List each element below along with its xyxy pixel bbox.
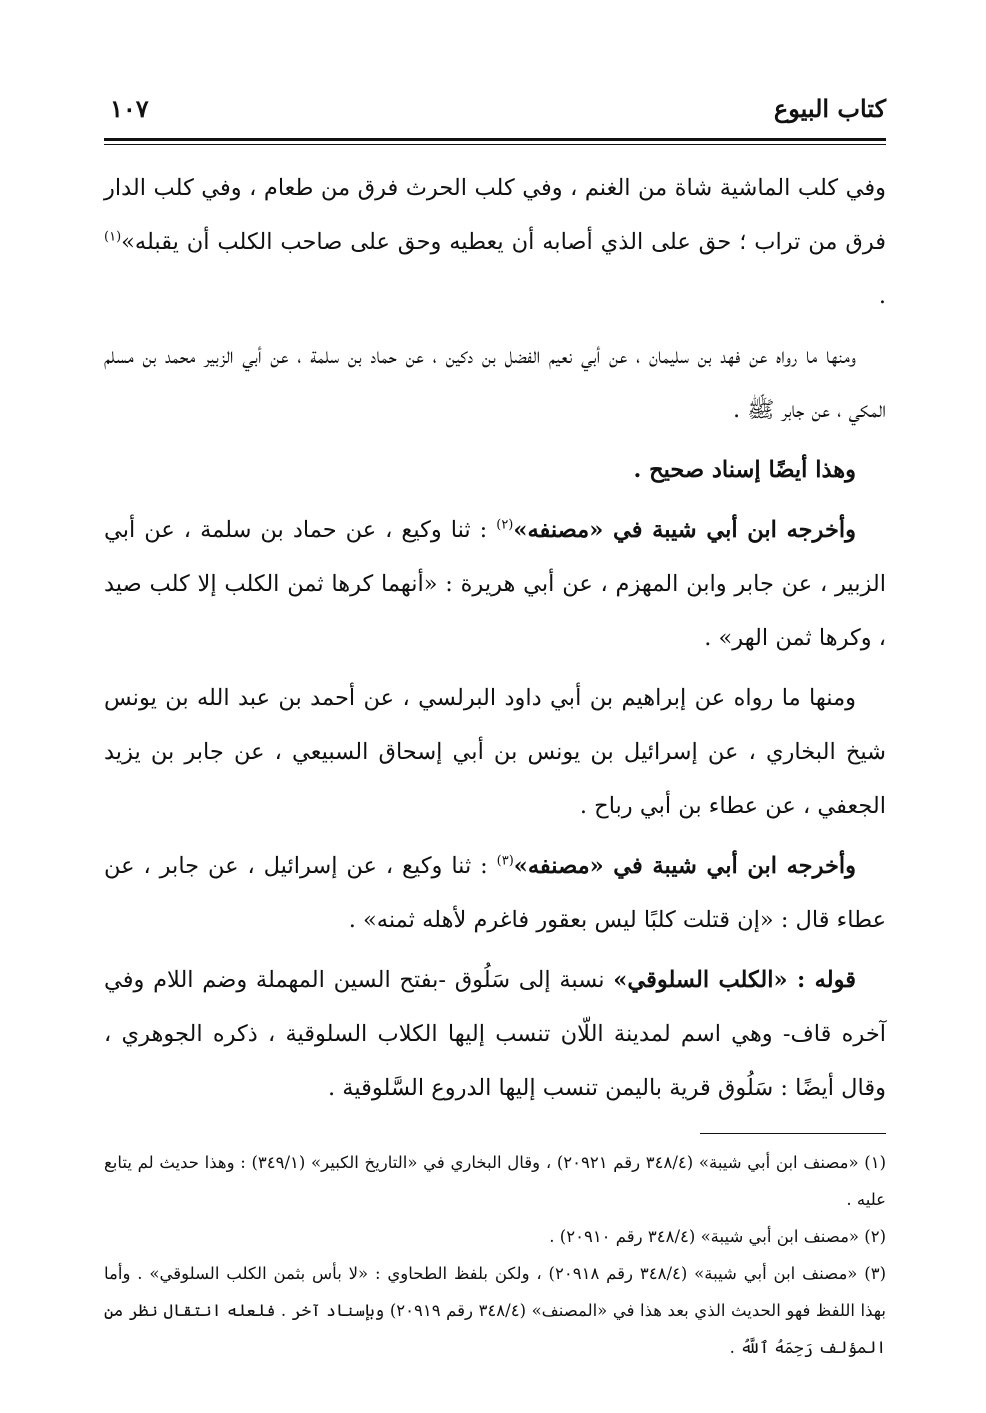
chapter-title: كتاب البيوع — [773, 94, 886, 123]
footnote — [104, 1218, 886, 1255]
footnotes — [104, 1144, 886, 1366]
footnote — [104, 1255, 886, 1366]
book-page — [104, 88, 886, 1366]
paragraph — [104, 161, 886, 323]
footnote-text: «مصنف ابن أبي شيبة» (٣٤٨/٤ رقم ٢٠٩٢١) ، وقال البخاري في «التاريخ الكبير» (٣٤٩/١) : وهذا حديث لم يتابع عليه . — [104, 1153, 886, 1209]
paragraph-text: ومنها ما رواه عن إبراهيم بن أبي داود البرلسي ، عن أحمد بن عبد الله بن يونس شيخ البخاري ، عن إسرائيل بن يونس بن أبي إسحاق السبيعي ، عن جابر بن يزيد الجعفي ، عن عطاء بن أبي رباح . — [104, 685, 886, 819]
paragraph-lead: وأخرجه ابن أبي شيبة في «مصنفه» — [513, 853, 857, 879]
header-rule-thick — [104, 138, 886, 141]
paragraph-text: نسبة إلى سَلُوق -بفتح السين المهملة وضم اللام وفي آخره قاف- وهي اسم لمدينة اللّان تنسب إليها الكلاب السلوقية ، ذكره الجوهري ، وقال أيضًا : سَلُوق قرية باليمن تنسب إليها الدروع السَّلوقية . — [104, 967, 886, 1101]
footnote-number: (٢) — [864, 1227, 886, 1246]
footnote-ref: (١) — [104, 229, 122, 245]
bold-statement: وهذا أيضًا إسناد صحيح . — [633, 457, 856, 483]
page-number: ١٠٧ — [110, 94, 149, 123]
footnote-ref: (٣) — [496, 853, 514, 869]
paragraph-lead: قوله : «الكلب السلوقي» — [613, 967, 856, 993]
footnote-text: «مصنف ابن أبي شيبة» (٣٤٨/٤ رقم ٢٠٩١٨) ، ولكن بلفظ الطحاوي : «لا بأس بثمن الكلب السلوقي» . وأما بهذا اللفظ فهو الحديث الذي بعد هذا في «المصنف» (٣٤٨/٤ رقم ٢٠٩١٩) وبإسناد آخر . فلعله انتقال نظر من المؤلف رَحِمَهُ ٱللَّهُ . — [104, 1264, 886, 1357]
page-header — [104, 88, 886, 138]
paragraph — [104, 671, 886, 833]
paragraph-text: وفي كلب الماشية شاة من الغنم ، وفي كلب الحرث فرق من طعام ، وفي كلب الدار فرق من تراب ؛ حق على الذي أصابه أن يعطيه وحق على صاحب الكلب أن يقبله» — [104, 175, 886, 255]
paragraph — [104, 503, 886, 665]
paragraph-text: : ثنا وكيع ، عن إسرائيل ، عن جابر ، عن عطاء قال : «إن قتلت كلبًا ليس بعقور فاغرم لأهله ثمنه» . — [104, 853, 886, 933]
footnote-separator — [700, 1133, 886, 1134]
footnote-number: (١) — [864, 1153, 887, 1172]
paragraph-text: ومنها ما رواه عن فهد بن سليمان ، عن أبي نعيم الفضل بن دكين ، عن حماد بن سلمة ، عن أبي الزبير محمد بن مسلم المكي ، عن جابر ﷺ . — [104, 343, 886, 423]
footnote-number: (٣) — [864, 1264, 886, 1283]
footnote-ref: (٢) — [496, 517, 514, 533]
header-rule-thin — [104, 144, 886, 145]
paragraph — [104, 953, 886, 1115]
paragraph — [104, 329, 886, 437]
paragraph-lead: وأخرجه ابن أبي شيبة في «مصنفه» — [513, 517, 857, 543]
main-text — [104, 161, 886, 1115]
paragraph-tail: . — [878, 283, 886, 309]
footnote — [104, 1144, 886, 1218]
paragraph — [104, 839, 886, 947]
footnote-text: «مصنف ابن أبي شيبة» (٣٤٨/٤ رقم ٢٠٩١٠) . — [549, 1227, 865, 1246]
paragraph-text: : ثنا وكيع ، عن حماد بن سلمة ، عن أبي الزبير ، عن جابر وابن المهزم ، عن أبي هريرة : «أنهما كرها ثمن الكلب إلا كلب صيد ، وكرها ثمن الهر» . — [104, 517, 886, 651]
